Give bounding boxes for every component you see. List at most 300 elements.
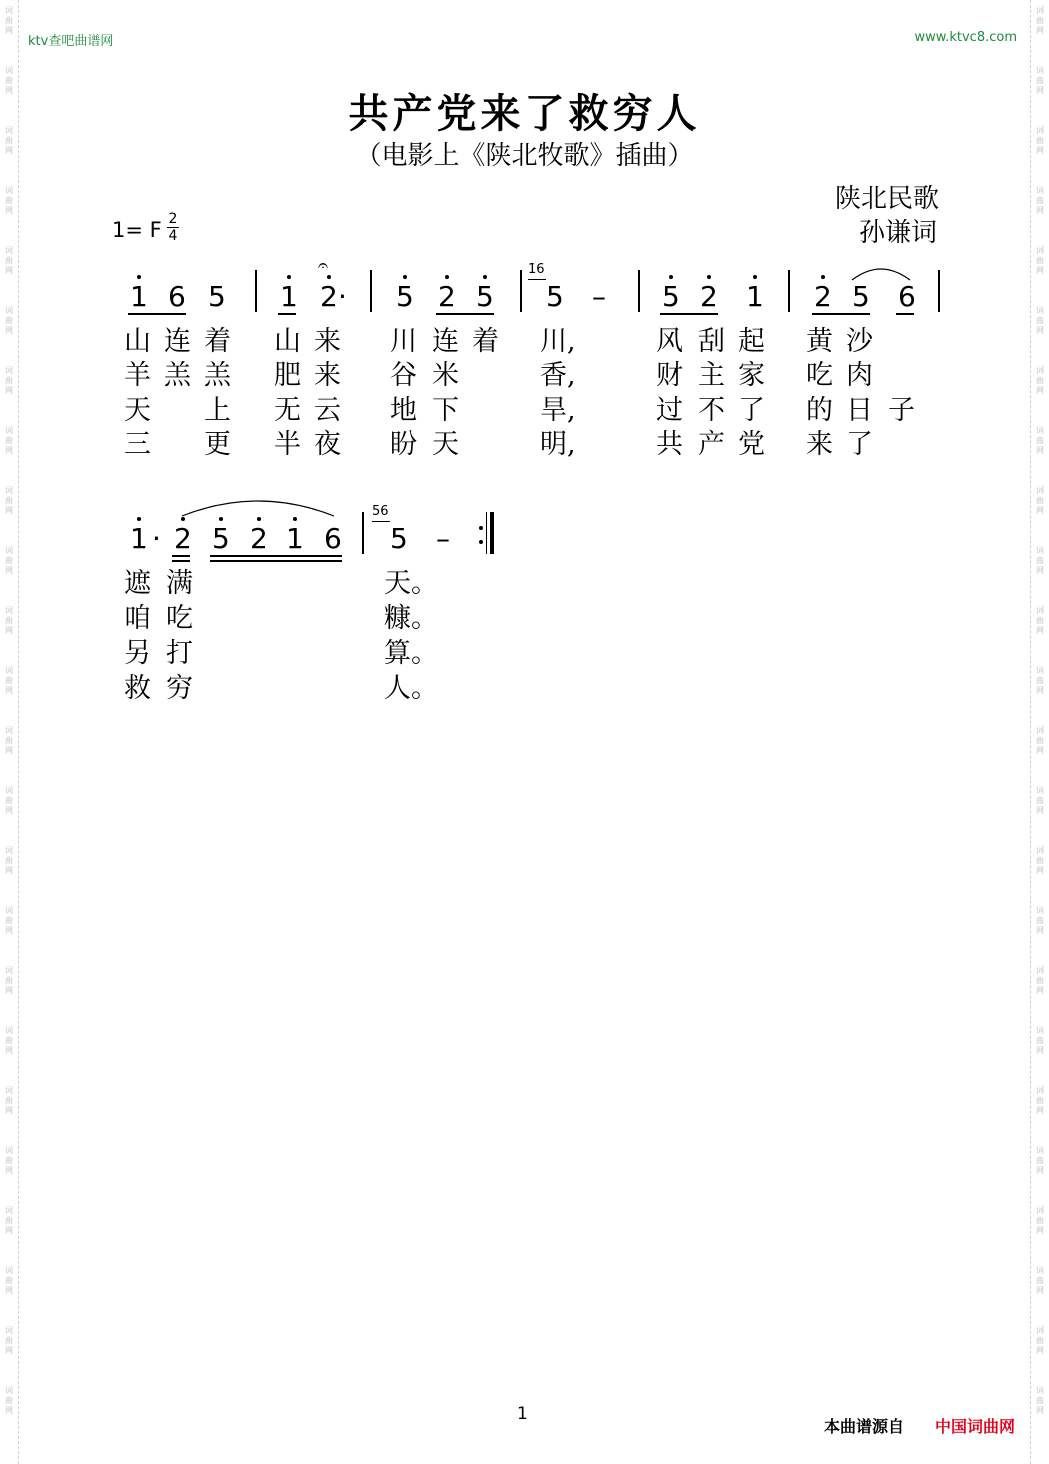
watermark-glyph: 网 (1036, 266, 1044, 275)
watermark-mark (2, 966, 16, 996)
watermark-glyph: 网 (5, 626, 13, 635)
dash: – (436, 522, 450, 555)
lyric-char: 穷 (166, 673, 193, 704)
watermark-mark (1033, 846, 1047, 876)
lyric-char: 沙 (846, 326, 873, 357)
slur (180, 494, 336, 518)
lyric-char: 来 (314, 326, 341, 357)
watermark-mark (1033, 966, 1047, 996)
watermark-glyph: 网 (5, 386, 13, 395)
watermark-glyph: 网 (1036, 326, 1044, 335)
watermark-glyph: 词 (1036, 846, 1044, 855)
note: 5 (396, 280, 414, 313)
watermark-glyph: 网 (1036, 386, 1044, 395)
lyric-char: 云 (314, 395, 341, 426)
watermark-glyph: 曲 (1036, 1336, 1044, 1345)
watermark-glyph: 曲 (1036, 76, 1044, 85)
lyric-char: 遮 (124, 568, 151, 599)
watermark-mark (2, 786, 16, 816)
time-signature (167, 212, 179, 243)
watermark-glyph: 网 (1036, 1286, 1044, 1295)
lyric-char: 三 (124, 429, 151, 460)
watermark-glyph: 词 (5, 1146, 13, 1155)
watermark-glyph: 网 (1036, 1046, 1044, 1055)
note: 1 (130, 280, 148, 313)
watermark-glyph: 曲 (5, 1036, 13, 1045)
watermark-mark (1033, 6, 1047, 36)
watermark-glyph: 词 (5, 6, 13, 15)
lyric-char: 山 (274, 326, 301, 357)
lyric-char: 天 (432, 429, 459, 460)
lyric-char: 米 (432, 360, 459, 391)
eighth-underline (660, 313, 718, 315)
lyric-char: 肥 (274, 360, 301, 391)
watermark-glyph: 曲 (1036, 256, 1044, 265)
lyric-char: 着 (204, 326, 231, 357)
watermark-glyph: 曲 (5, 256, 13, 265)
watermark-glyph: 曲 (5, 556, 13, 565)
watermark-glyph: 曲 (5, 1216, 13, 1225)
lyricist-credit: 孙谦词 (858, 218, 937, 248)
lyric-char: 产 (698, 429, 725, 460)
barline (520, 270, 522, 312)
header-site-url[interactable]: www.ktvc8.com (914, 30, 1017, 45)
watermark-glyph: 曲 (1036, 436, 1044, 445)
watermark-glyph: 词 (1036, 306, 1044, 315)
watermark-glyph: 曲 (5, 616, 13, 625)
watermark-glyph: 网 (1036, 206, 1044, 215)
watermark-mark (2, 1026, 16, 1056)
watermark-mark (2, 6, 16, 36)
watermark-glyph: 曲 (1036, 1216, 1044, 1225)
note: 5 (212, 522, 230, 555)
watermark-glyph: 网 (1036, 866, 1044, 875)
watermark-glyph: 网 (5, 446, 13, 455)
lyric-char: 了 (738, 395, 765, 426)
watermark-glyph: 网 (5, 866, 13, 875)
watermark-glyph: 曲 (1036, 376, 1044, 385)
watermark-glyph: 网 (5, 686, 13, 695)
watermark-glyph: 网 (1036, 86, 1044, 95)
watermark-glyph: 曲 (5, 196, 13, 205)
note: 1 (286, 522, 304, 555)
watermark-mark (1033, 1386, 1047, 1416)
right-watermark-strip (1030, 0, 1049, 1464)
watermark-glyph: 网 (5, 806, 13, 815)
note: 6 (898, 280, 916, 313)
watermark-glyph: 曲 (1036, 1036, 1044, 1045)
watermark-glyph: 词 (1036, 786, 1044, 795)
watermark-glyph: 词 (5, 546, 13, 555)
grace-underline (528, 279, 546, 280)
watermark-mark (1033, 1206, 1047, 1236)
watermark-glyph: 网 (5, 1226, 13, 1235)
lyric-char: 天。 (384, 568, 438, 599)
watermark-glyph: 词 (5, 1326, 13, 1335)
lyric-char: 家 (738, 360, 765, 391)
lyric-char: 风 (656, 326, 683, 357)
lyric-char: 打 (166, 638, 193, 669)
watermark-glyph: 曲 (1036, 676, 1044, 685)
grace-notes: 56 (372, 504, 389, 519)
lyric-char: 吃 (806, 360, 833, 391)
watermark-glyph: 词 (1036, 246, 1044, 255)
watermark-glyph: 词 (1036, 966, 1044, 975)
lyric-char: 另 (124, 638, 151, 669)
lyric-char: 吃 (166, 603, 193, 634)
note: 2 (174, 522, 192, 555)
watermark-mark (2, 1146, 16, 1176)
watermark-glyph: 网 (1036, 1406, 1044, 1415)
watermark-glyph: 词 (5, 246, 13, 255)
watermark-mark (2, 426, 16, 456)
watermark-glyph: 曲 (5, 16, 13, 25)
note: 6 (324, 522, 342, 555)
watermark-glyph: 曲 (5, 436, 13, 445)
watermark-glyph: 词 (5, 726, 13, 735)
watermark-mark (1033, 486, 1047, 516)
left-watermark-strip (0, 0, 19, 1464)
note: 6 (168, 280, 186, 313)
watermark-glyph: 词 (5, 186, 13, 195)
watermark-glyph: 网 (5, 746, 13, 755)
lyric-char: 不 (698, 395, 725, 426)
watermark-glyph: 网 (5, 986, 13, 995)
eighth-underline (896, 313, 914, 315)
key-signature: 1= F (112, 218, 162, 242)
watermark-glyph: 网 (5, 1166, 13, 1175)
watermark-glyph: 曲 (1036, 1276, 1044, 1285)
watermark-glyph: 曲 (1036, 1096, 1044, 1105)
watermark-glyph: 曲 (1036, 1156, 1044, 1165)
watermark-glyph: 词 (5, 426, 13, 435)
lyric-char: 来 (314, 360, 341, 391)
fermata-icon: 𝄐 (318, 255, 329, 276)
watermark-glyph: 网 (5, 1346, 13, 1355)
watermark-glyph: 词 (5, 1026, 13, 1035)
watermark-glyph: 网 (1036, 926, 1044, 935)
watermark-mark (2, 906, 16, 936)
watermark-glyph: 网 (5, 1286, 13, 1295)
watermark-glyph: 曲 (5, 1156, 13, 1165)
watermark-glyph: 曲 (5, 1096, 13, 1105)
song-origin: 陕北民歌 (834, 184, 939, 214)
lyric-char: 山 (124, 326, 151, 357)
lyric-char: 肉 (846, 360, 873, 391)
watermark-glyph: 网 (1036, 986, 1044, 995)
lyric-char: 党 (738, 429, 765, 460)
repeat-dot (479, 540, 483, 544)
sixteenth-underline (210, 560, 342, 562)
watermark-glyph: 网 (5, 146, 13, 155)
lyric-char: 旱, (540, 395, 576, 426)
watermark-glyph: 网 (1036, 146, 1044, 155)
watermark-glyph: 词 (1036, 66, 1044, 75)
watermark-glyph: 词 (1036, 1266, 1044, 1275)
watermark-mark (1033, 1026, 1047, 1056)
watermark-mark (1033, 186, 1047, 216)
lyric-char: 来 (806, 429, 833, 460)
watermark-mark (2, 666, 16, 696)
watermark-glyph: 曲 (5, 316, 13, 325)
header-site-name[interactable]: ktv查吧曲谱网 (28, 34, 114, 49)
watermark-glyph: 曲 (5, 76, 13, 85)
augmentation-dot: · (152, 522, 161, 555)
lyric-char: 算。 (384, 638, 438, 669)
lyric-char: 主 (698, 360, 725, 391)
grace-notes: 1̇6 (528, 262, 545, 277)
watermark-glyph: 曲 (5, 496, 13, 505)
watermark-glyph: 词 (1036, 1206, 1044, 1215)
watermark-mark (1033, 1146, 1047, 1176)
note: 2 (438, 280, 456, 313)
eighth-underline (128, 313, 186, 315)
watermark-glyph: 曲 (1036, 856, 1044, 865)
watermark-glyph: 词 (1036, 906, 1044, 915)
song-subtitle: （电影上《陕北牧歌》插曲） (355, 141, 694, 171)
lyric-char: 半 (274, 429, 301, 460)
watermark-glyph: 网 (5, 326, 13, 335)
eighth-underline (210, 555, 342, 557)
lyric-char: 羊 (124, 360, 151, 391)
lyric-char: 子 (888, 395, 915, 426)
eighth-underline (278, 313, 296, 315)
time-signature-top: 2 (168, 211, 178, 227)
barline (938, 270, 940, 312)
watermark-glyph: 曲 (5, 1276, 13, 1285)
watermark-glyph: 词 (5, 66, 13, 75)
lyric-char: 救 (124, 673, 151, 704)
watermark-glyph: 网 (5, 26, 13, 35)
lyric-char: 香, (540, 360, 576, 391)
barline (788, 270, 790, 312)
barline (638, 270, 640, 312)
watermark-glyph: 词 (1036, 366, 1044, 375)
lyric-char: 着 (472, 326, 499, 357)
watermark-glyph: 网 (5, 506, 13, 515)
watermark-glyph: 网 (5, 86, 13, 95)
note: 2 (700, 280, 718, 313)
watermark-glyph: 网 (1036, 746, 1044, 755)
watermark-glyph: 网 (1036, 806, 1044, 815)
note: 5 (476, 280, 494, 313)
watermark-mark (2, 846, 16, 876)
watermark-glyph: 曲 (5, 796, 13, 805)
watermark-glyph: 词 (1036, 486, 1044, 495)
note: 5 (390, 522, 408, 555)
lyric-char: 过 (656, 395, 683, 426)
lyric-char: 财 (656, 360, 683, 391)
watermark-glyph: 网 (1036, 446, 1044, 455)
song-title: 共产党来了救穷人 (348, 90, 701, 137)
barline (255, 270, 257, 312)
watermark-glyph: 曲 (1036, 796, 1044, 805)
watermark-glyph: 曲 (1036, 136, 1044, 145)
lyric-char: 上 (204, 395, 231, 426)
watermark-glyph: 曲 (1036, 496, 1044, 505)
lyric-char: 下 (432, 395, 459, 426)
page-number: 1 (517, 1404, 528, 1424)
lyric-char: 人。 (384, 673, 438, 704)
watermark-glyph: 网 (1036, 506, 1044, 515)
lyric-char: 了 (846, 429, 873, 460)
barline (362, 512, 364, 554)
note: 2 (814, 280, 832, 313)
repeat-dot (479, 526, 483, 530)
note: 1 (746, 280, 764, 313)
watermark-glyph: 曲 (5, 1336, 13, 1345)
watermark-glyph: 网 (1036, 26, 1044, 35)
watermark-glyph: 网 (1036, 566, 1044, 575)
watermark-glyph: 词 (1036, 1146, 1044, 1155)
watermark-mark (1033, 786, 1047, 816)
watermark-glyph: 网 (1036, 1106, 1044, 1115)
watermark-glyph: 曲 (5, 916, 13, 925)
watermark-glyph: 网 (5, 266, 13, 275)
lyric-char: 日 (846, 395, 873, 426)
watermark-mark (2, 1206, 16, 1236)
note: 1 (280, 280, 298, 313)
watermark-mark (2, 1086, 16, 1116)
watermark-glyph: 网 (1036, 626, 1044, 635)
watermark-glyph: 网 (5, 1106, 13, 1115)
watermark-glyph: 词 (5, 1266, 13, 1275)
watermark-glyph: 词 (5, 906, 13, 915)
watermark-glyph: 曲 (5, 856, 13, 865)
watermark-glyph: 曲 (1036, 16, 1044, 25)
watermark-glyph: 词 (1036, 606, 1044, 615)
note: 5 (208, 280, 226, 313)
watermark-mark (2, 1326, 16, 1356)
watermark-glyph: 词 (5, 606, 13, 615)
watermark-mark (1033, 1086, 1047, 1116)
watermark-glyph: 网 (5, 566, 13, 575)
watermark-mark (1033, 726, 1047, 756)
watermark-mark (2, 246, 16, 276)
lyric-char: 刮 (698, 326, 725, 357)
lyric-char: 连 (164, 326, 191, 357)
lyric-char: 夜 (314, 429, 341, 460)
watermark-glyph: 词 (1036, 1326, 1044, 1335)
watermark-glyph: 词 (5, 786, 13, 795)
footer-source-site[interactable]: 中国词曲网 (934, 1417, 1015, 1436)
watermark-glyph: 网 (5, 206, 13, 215)
lyric-char: 谷 (390, 360, 417, 391)
repeat-barline-thin (486, 512, 487, 554)
lyric-char: 连 (432, 326, 459, 357)
watermark-mark (1033, 606, 1047, 636)
time-signature-bottom: 4 (168, 228, 178, 244)
watermark-glyph: 曲 (1036, 736, 1044, 745)
note: 2 (250, 522, 268, 555)
watermark-glyph: 曲 (1036, 316, 1044, 325)
lyric-char: 的 (806, 395, 833, 426)
watermark-glyph: 词 (1036, 126, 1044, 135)
watermark-mark (1033, 366, 1047, 396)
watermark-glyph: 词 (1036, 6, 1044, 15)
watermark-glyph: 词 (5, 966, 13, 975)
watermark-mark (1033, 546, 1047, 576)
watermark-mark (2, 546, 16, 576)
watermark-glyph: 词 (1036, 1026, 1044, 1035)
watermark-mark (2, 606, 16, 636)
footer-source-label: 本曲谱源自 (823, 1417, 904, 1436)
note: 5 (852, 280, 870, 313)
note: 5 (546, 280, 564, 313)
watermark-glyph: 词 (5, 306, 13, 315)
lyric-char: 川, (540, 326, 576, 357)
lyric-char: 起 (738, 326, 765, 357)
watermark-mark (2, 306, 16, 336)
watermark-glyph: 词 (1036, 1086, 1044, 1095)
watermark-glyph: 网 (1036, 1346, 1044, 1355)
watermark-glyph: 曲 (5, 676, 13, 685)
watermark-mark (2, 186, 16, 216)
watermark-glyph: 词 (5, 126, 13, 135)
repeat-barline-thick (490, 512, 494, 554)
dash: – (592, 280, 606, 313)
watermark-glyph: 词 (1036, 426, 1044, 435)
note: 2 (320, 280, 338, 313)
watermark-mark (1033, 246, 1047, 276)
watermark-glyph: 曲 (5, 736, 13, 745)
watermark-glyph: 词 (1036, 726, 1044, 735)
watermark-mark (2, 486, 16, 516)
eighth-underline (436, 313, 494, 315)
note: 5 (662, 280, 680, 313)
watermark-mark (2, 1386, 16, 1416)
watermark-glyph: 曲 (1036, 1396, 1044, 1405)
lyric-char: 无 (274, 395, 301, 426)
watermark-glyph: 曲 (5, 1396, 13, 1405)
watermark-mark (1033, 306, 1047, 336)
watermark-glyph: 词 (5, 366, 13, 375)
lyric-char: 更 (204, 429, 231, 460)
watermark-glyph: 词 (5, 666, 13, 675)
watermark-glyph: 网 (1036, 686, 1044, 695)
watermark-glyph: 网 (5, 1406, 13, 1415)
watermark-glyph: 网 (5, 926, 13, 935)
watermark-mark (1033, 1266, 1047, 1296)
lyric-char: 川 (390, 326, 417, 357)
watermark-glyph: 词 (1036, 186, 1044, 195)
watermark-glyph: 曲 (5, 976, 13, 985)
watermark-glyph: 网 (5, 1046, 13, 1055)
watermark-glyph: 词 (5, 846, 13, 855)
lyric-char: 羔 (164, 360, 191, 391)
eighth-underline (172, 555, 190, 557)
note: 1 (130, 522, 148, 555)
watermark-mark (1033, 906, 1047, 936)
grace-underline (372, 521, 390, 522)
watermark-glyph: 词 (5, 1086, 13, 1095)
watermark-glyph: 词 (1036, 1386, 1044, 1395)
watermark-glyph: 曲 (5, 136, 13, 145)
watermark-glyph: 词 (5, 486, 13, 495)
augmentation-dot: · (338, 280, 347, 313)
barline (370, 270, 372, 312)
watermark-glyph: 词 (5, 1386, 13, 1395)
watermark-glyph: 曲 (1036, 196, 1044, 205)
watermark-glyph: 曲 (1036, 916, 1044, 925)
watermark-mark (1033, 666, 1047, 696)
watermark-glyph: 曲 (5, 376, 13, 385)
watermark-glyph: 曲 (1036, 556, 1044, 565)
lyric-char: 地 (390, 395, 417, 426)
watermark-glyph: 网 (1036, 1166, 1044, 1175)
watermark-glyph: 词 (5, 1206, 13, 1215)
watermark-glyph: 曲 (1036, 976, 1044, 985)
